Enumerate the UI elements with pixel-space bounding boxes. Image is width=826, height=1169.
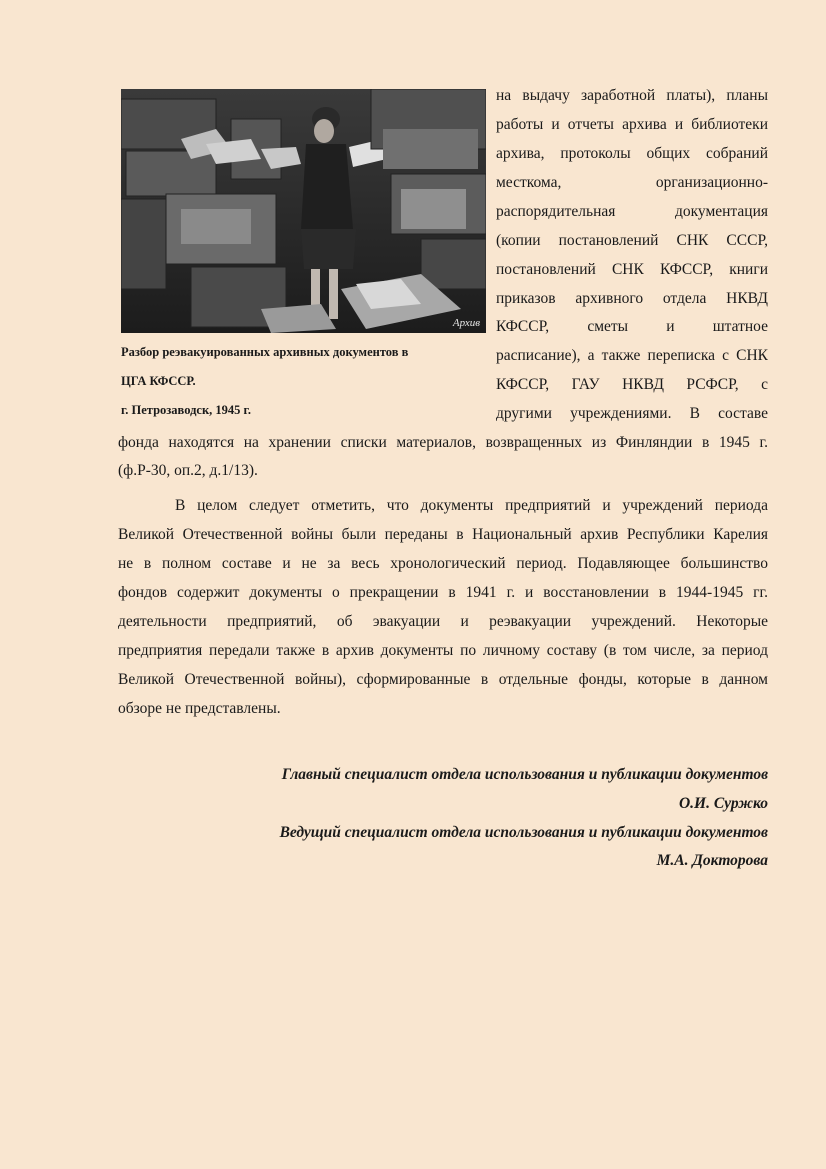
body-line: предприятия передали также в архив документы по личному составу (в том числе, за период bbox=[118, 642, 768, 659]
body-line: Великой Отечественной войны), сформированные в отдельные фонды, которые в данном bbox=[118, 671, 768, 688]
caption-line: г. Петрозаводск, 1945 г. bbox=[121, 403, 251, 417]
body-line: (копии постановлений СНК СССР, bbox=[496, 232, 768, 249]
signature-role: Ведущий специалист отдела использования и публикации документов bbox=[279, 824, 768, 841]
body-line: обзоре не представлены. bbox=[118, 700, 281, 717]
signature-name: М.А. Докторова bbox=[656, 852, 768, 869]
photo-caption bbox=[121, 338, 481, 425]
body-line: В целом следует отметить, что документы предприятий и учреждений периода bbox=[175, 497, 768, 514]
body-line: расписание), а также переписка с СНК bbox=[496, 347, 768, 364]
signature-name: О.И. Суржко bbox=[678, 795, 768, 812]
body-line: работы и отчеты архива и библиотеки bbox=[496, 116, 768, 133]
body-line: другими учреждениями. В составе bbox=[496, 405, 768, 422]
archive-photo bbox=[121, 89, 486, 333]
body-line: КФССР, ГАУ НКВД РСФСР, с bbox=[496, 376, 768, 393]
body-line: КФССР, сметы и штатное bbox=[496, 318, 768, 335]
body-line: месткома, организационно- bbox=[496, 174, 768, 191]
body-line: архива, протоколы общих собраний bbox=[496, 145, 768, 162]
body-line: распорядительная документация bbox=[496, 203, 768, 220]
body-line: деятельности предприятий, об эвакуации и реэвакуации учреждений. Некоторые bbox=[118, 613, 768, 630]
body-line: приказов архивного отдела НКВД bbox=[496, 290, 768, 307]
body-line: на выдачу заработной платы), планы bbox=[496, 87, 768, 104]
caption-line: ЦГА КФССР. bbox=[121, 374, 196, 388]
body-line: фондов содержит документы о прекращении в 1941 г. и восстановлении в 1944-1945 гг. bbox=[118, 584, 768, 601]
body-line: не в полном составе и не за весь хронологический период. Подавляющее большинство bbox=[118, 555, 768, 572]
signature-role: Главный специалист отдела использования и публикации документов bbox=[281, 766, 768, 783]
body-line: Великой Отечественной войны были переданы в Национальный архив Республики Карелия bbox=[118, 526, 768, 543]
body-line: фонда находятся на хранении списки материалов, возвращенных из Финляндии в 1945 г. bbox=[118, 434, 768, 451]
photo-watermark: Архив bbox=[452, 317, 480, 329]
archive-photo-image bbox=[121, 89, 486, 333]
body-line: постановлений СНК КФССР, книги bbox=[496, 261, 768, 278]
body-line: (ф.Р-30, оп.2, д.1/13). bbox=[118, 462, 258, 479]
caption-line: Разбор реэвакуированных архивных документов в bbox=[121, 345, 409, 359]
